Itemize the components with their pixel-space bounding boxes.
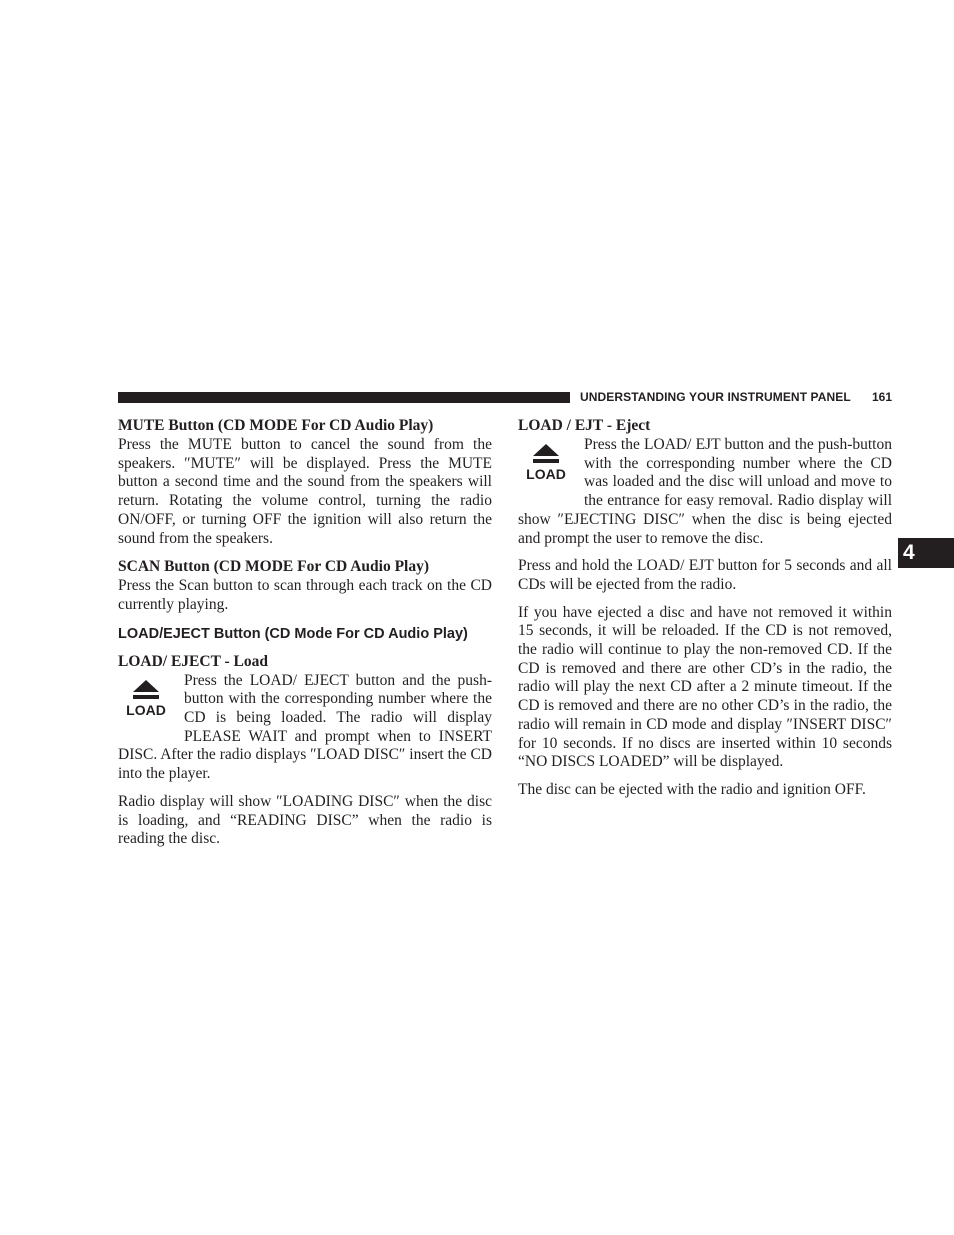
eject-triangle-icon: [133, 680, 159, 692]
scan-paragraph: Press the Scan button to scan through each track on the CD currently playing.: [118, 577, 492, 613]
load-paragraph: Press the LOAD/ EJECT button and the push-button with the corresponding number where the CD is being loaded. The radio will display PLEASE WAIT and prompt when to INSERT DISC. After the radio displays ″LOAD DISC″ insert the CD into the player.: [118, 671, 492, 783]
mute-heading: MUTE Button (CD MODE For CD Audio Play): [118, 417, 434, 434]
mute-paragraph: Press the MUTE button to cancel the sound from the speakers. ″MUTE″ will be displayed. Press the MUTE button a second time and the sound from the speakers will return. Rotating the volume control, turning the radio ON/OFF, or turning OFF the ignition will also return the sound from the speakers.: [118, 436, 492, 547]
eject-paragraph: Press the LOAD/ EJT button and the push-button with the corresponding number where the CD was loaded and the disc will unload and move to the entrance for easy removal. Radio display will show ″EJECTING DISC″ when the disc is being ejected and prompt the user to remove the disc.: [518, 436, 892, 547]
load-eject-icon-right: [518, 438, 576, 494]
eject-bar-icon: [133, 695, 159, 699]
header-rule: [118, 392, 570, 403]
scan-heading: SCAN Button (CD MODE For CD Audio Play): [118, 558, 430, 576]
eject-bar-icon: [533, 459, 559, 463]
load-icon-label: LOAD: [526, 466, 566, 482]
eject-triangle-icon: [533, 444, 559, 456]
hold-paragraph: Press and hold the LOAD/ EJT button for 5 seconds and all CDs will be ejected from the radio.: [518, 557, 892, 593]
off-paragraph: The disc can be ejected with the radio and ignition OFF.: [518, 780, 866, 798]
running-header: UNDERSTANDING YOUR INSTRUMENT PANEL: [580, 390, 851, 404]
chapter-tab: 4: [898, 538, 954, 568]
load-subheading: LOAD/ EJECT - Load: [118, 652, 269, 670]
reload-paragraph: If you have ejected a disc and have not removed it within 15 seconds, it will be reloaded. If the CD is not removed, the radio will continue to play the non-removed CD. If the CD is removed and there are other CD’s in the radio, the radio will play the next CD after a 2 minute timeout. If the CD is removed and there are no other CD’s in the radio, the radio will remain in CD mode and display ″INSERT DISC″ for 10 seconds. If no discs are inserted within 10 seconds “NO DISCS LOADED” will be displayed.: [518, 603, 892, 771]
left-column: [118, 416, 492, 858]
eject-subheading: LOAD / EJT - Eject: [518, 417, 651, 434]
load-eject-heading: LOAD/EJECT Button (CD Mode For CD Audio Play): [118, 625, 468, 642]
right-column: [518, 416, 892, 809]
load-icon-label: LOAD: [126, 701, 166, 718]
load-eject-icon: [118, 674, 176, 730]
page-number: 161: [871, 390, 892, 404]
loading-paragraph: Radio display will show ″LOADING DISC″ when the disc is loading, and “READING DISC” when the radio is reading the disc.: [118, 792, 492, 848]
